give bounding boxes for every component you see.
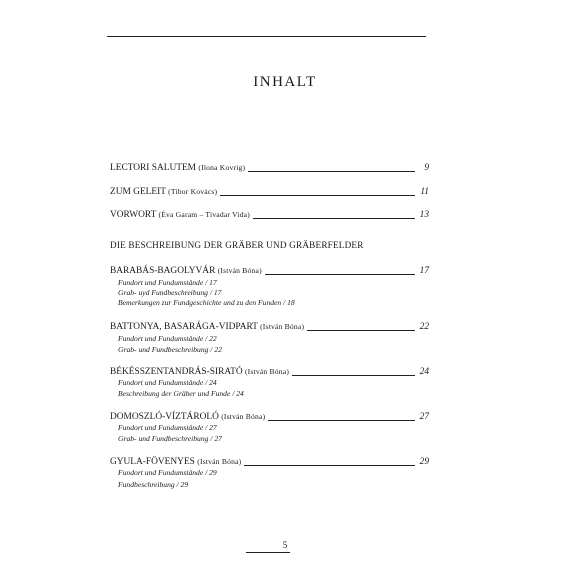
toc-subentry[interactable]: Fundort und Fundumstände / 29 — [118, 468, 217, 477]
entry-author: (István Bóna) — [244, 367, 290, 376]
toc-entry-domoszlo[interactable] — [110, 409, 429, 423]
toc-subentry[interactable]: Fundbeschreibung / 29 — [118, 480, 189, 489]
toc-subentry[interactable]: Fundort und Fundumstände / 17 — [118, 278, 217, 287]
leader-line — [265, 274, 415, 275]
entry-author: (Ilona Kovrig) — [198, 163, 246, 172]
entry-title: BATTONYA, BASARÁGA-VIDPART — [110, 322, 258, 332]
leader-line — [268, 420, 415, 421]
toc-subentry[interactable]: Fundort und Fundumstände / 22 — [118, 334, 217, 343]
entry-title: BARABÁS-BAGOLYVÁR — [110, 266, 216, 276]
toc-subentry[interactable]: Grab- und Fundbeschreibung / 22 — [118, 345, 222, 354]
entry-page-number: 17 — [419, 266, 429, 276]
entry-title: LECTORI SALUTEM — [110, 163, 197, 173]
entry-title: DOMOSZLÓ-VÍZTÁROLÓ — [110, 412, 219, 422]
section-heading: DIE BESCHREIBUNG DER GRÄBER UND GRÄBERFELDER — [110, 240, 364, 250]
leader-line — [248, 171, 415, 172]
toc-entry-bekesszentandras[interactable] — [110, 364, 429, 378]
entry-title: BÉKÉSSZENTANDRÁS-SIRATÓ — [110, 367, 243, 377]
toc-entry-zum-geleit[interactable] — [110, 184, 429, 198]
folio-rule — [246, 552, 290, 553]
page-title: INHALT — [253, 74, 317, 90]
entry-title: ZUM GELEIT — [110, 187, 166, 197]
toc-subentry[interactable]: Fundort und Fundumstände / 27 — [118, 423, 217, 432]
toc-subentry[interactable]: Fundort und Fundumstände / 24 — [118, 378, 217, 387]
entry-title: VORWORT — [110, 210, 157, 220]
entry-page-number: 11 — [420, 187, 429, 197]
top-rule — [107, 36, 426, 37]
leader-line — [253, 218, 415, 219]
entry-author: (István Bóna) — [260, 322, 305, 331]
leader-line — [244, 465, 415, 466]
entry-page-number: 29 — [419, 457, 429, 467]
entry-author: (István Bóna) — [217, 266, 262, 275]
entry-author: (Tibor Kovács) — [168, 187, 218, 196]
entry-page-number: 24 — [419, 367, 429, 377]
entry-author: (Éva Garam – Tivadar Vida) — [158, 210, 250, 219]
toc-subentry[interactable]: Beschreibung der Gräber und Funde / 24 — [118, 389, 244, 398]
entry-page-number: 27 — [419, 412, 429, 422]
entry-page-number: 9 — [424, 163, 429, 173]
page-number: 5 — [282, 540, 288, 550]
toc-entry-vorwort[interactable] — [110, 207, 429, 221]
toc-entry-lectori-salutem[interactable] — [110, 160, 429, 174]
entry-title: GYULA-FÖVENYES — [110, 457, 195, 467]
toc-entry-barabas-bagolyvar[interactable] — [110, 263, 429, 277]
entry-author: (István Bóna) — [197, 457, 242, 466]
toc-subentry[interactable]: Bemerkungen zur Fundgeschichte und zu den Funden / 18 — [118, 298, 295, 307]
leader-line — [307, 330, 415, 331]
entry-page-number: 22 — [419, 322, 429, 332]
entry-author: (István Bóna) — [221, 412, 266, 421]
toc-entry-battonya[interactable] — [110, 319, 429, 333]
toc-subentry[interactable]: Grab- und Fundbeschreibung / 27 — [118, 434, 222, 443]
toc-entry-gyula-fovenyes[interactable] — [110, 454, 429, 468]
toc-subentry[interactable]: Grab- uyd Fundbeschreibung / 17 — [118, 288, 222, 297]
entry-page-number: 13 — [419, 210, 429, 220]
leader-line — [220, 195, 415, 196]
leader-line — [292, 375, 415, 376]
